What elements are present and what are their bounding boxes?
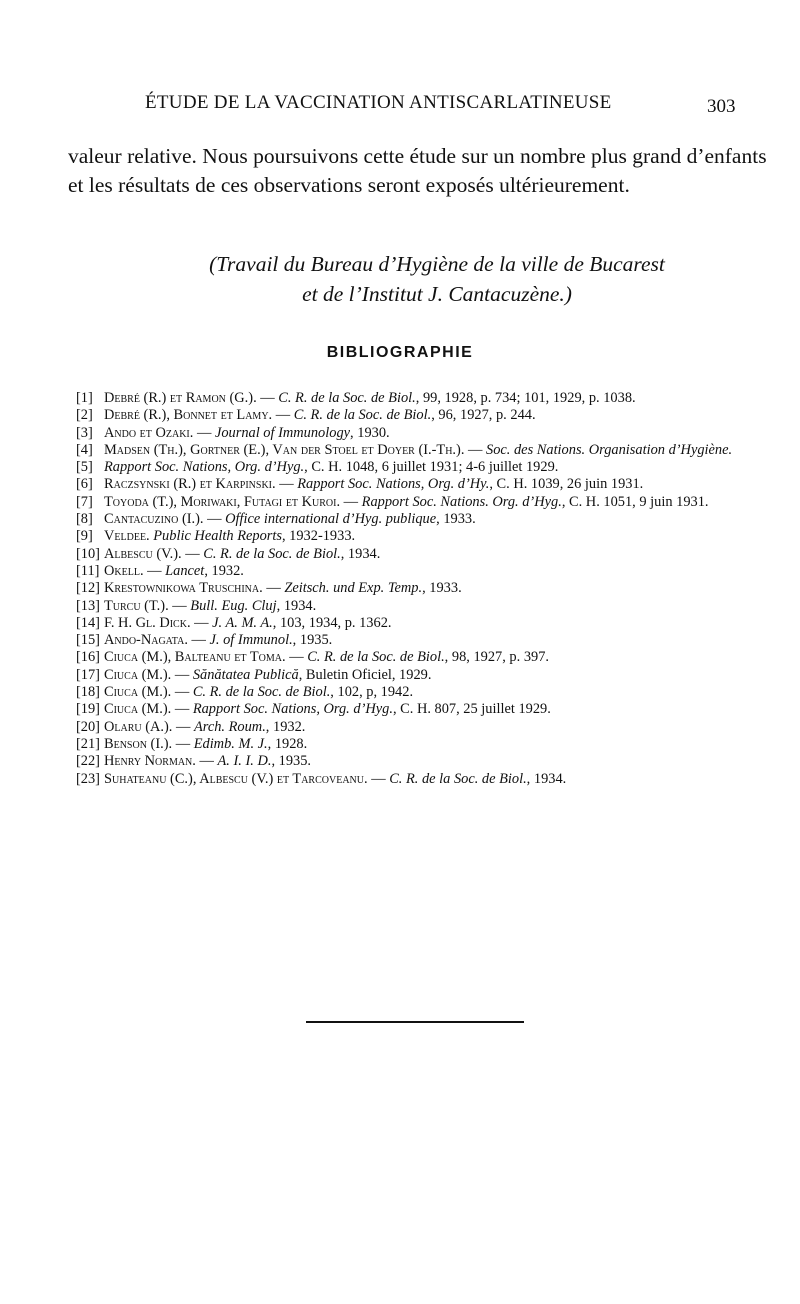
reference-authors: Raczsynski (R.) et Karpinski. [104, 476, 276, 493]
bibliography-entry [76, 615, 776, 632]
reference-separator: — [187, 632, 210, 649]
bibliography-entry [76, 442, 776, 459]
reference-separator: — [272, 407, 294, 424]
reference-details: , 99, 1928, p. 734; 101, 1929, p. 1038. [415, 390, 636, 406]
reference-number: [20] [76, 718, 100, 735]
bibliography-entry [76, 598, 776, 615]
page-header [145, 92, 745, 122]
reference-source: C. R. de la Soc. de Biol. [307, 649, 445, 666]
reference-number: [17] [76, 666, 100, 683]
running-title: ÉTUDE DE LA VACCINATION ANTISCARLATINEUSE [145, 92, 612, 113]
reference-source: C. R. de la Soc. de Biol. [293, 407, 432, 424]
reference-authors: Debré (R.), Bonnet et Lamy. [104, 407, 273, 424]
reference-details: , 1934. [276, 597, 317, 614]
bibliography-entry [76, 511, 776, 528]
bibliography-entry [76, 649, 776, 666]
reference-details: , 96, 1927, p. 244. [431, 407, 536, 424]
reference-authors: Debré (R.) et Ramon (G.). [104, 390, 257, 406]
reference-details: , 1933. [436, 511, 476, 528]
reference-details: , 1932-1933. [281, 528, 356, 545]
reference-source: Journal of Immunology [214, 424, 351, 441]
bibliography-title: BIBLIOGRAPHIE [326, 344, 474, 361]
reference-separator: — [181, 545, 204, 562]
reference-separator: — [168, 597, 191, 614]
reference-number: [14] [76, 614, 100, 631]
reference-separator: — [143, 562, 166, 579]
reference-details: , C. H. 1039, 26 juin 1931. [489, 476, 644, 493]
reference-number: [5] [76, 459, 93, 476]
reference-details: , C. H. 1048, 6 juillet 1931; 4-6 juillet 1929. [304, 459, 559, 476]
reference-authors: Toyoda (T.), Moriwaki, Futagi et Kuroi. [104, 493, 341, 510]
reference-details: , Buletin Oficiel, 1929. [298, 666, 432, 683]
credit-line-1: (Travail du Bureau d’Hygiène de la ville de Bucarest [209, 252, 665, 276]
reference-number: [11] [76, 562, 100, 579]
reference-details: , 1930. [350, 424, 390, 441]
reference-number: [18] [76, 684, 100, 701]
reference-authors: Cantacuzino (I.). [104, 511, 204, 528]
reference-details: , C. H. 1051, 9 juin 1931. [561, 493, 709, 510]
reference-number: [19] [76, 701, 100, 718]
reference-separator: — [171, 701, 193, 718]
reference-authors: F. H. Gl. Dick. [104, 614, 191, 631]
bibliography-entry [76, 753, 776, 770]
reference-authors: Veldee. [104, 528, 150, 545]
reference-separator: — [171, 684, 193, 701]
reference-authors: Ando et Ozaki. [104, 424, 194, 441]
page-number: 303 [707, 96, 736, 117]
bibliography-entry [76, 546, 776, 563]
reference-separator: — [195, 753, 218, 770]
reference-source: Soc. des Nations. Organisation d’Hygiène. [486, 441, 733, 458]
reference-number: [23] [76, 770, 100, 787]
reference-number: [12] [76, 580, 100, 597]
reference-details: , 1933. [422, 580, 462, 597]
bibliography-entry [76, 390, 776, 407]
reference-source: Rapport Soc. Nations, Org. d’Hyg. [104, 459, 305, 476]
institution-credit [68, 249, 768, 309]
reference-source: C. R. de la Soc. de Biol. [192, 684, 331, 701]
reference-source: Bull. Eug. Cluj [190, 597, 277, 614]
reference-separator: — [464, 441, 487, 458]
reference-authors: Albescu (V.). [104, 545, 182, 562]
reference-source: C. R. de la Soc. de Biol. [389, 770, 527, 787]
bibliography-entry [76, 580, 776, 597]
reference-details: , 98, 1927, p. 397. [444, 649, 550, 666]
reference-source: Zeitsch. und Exp. Temp. [284, 580, 423, 597]
bibliography-entry [76, 407, 776, 424]
reference-source: Arch. Roum. [193, 718, 266, 735]
bibliography-entry [76, 632, 776, 649]
reference-details: , 1932. [265, 718, 306, 735]
reference-details: , 103, 1934, p. 1362. [272, 614, 392, 631]
reference-separator: — [203, 511, 226, 528]
bibliography-entry [76, 771, 776, 788]
bibliography-entry [76, 667, 776, 684]
reference-number: [4] [76, 441, 93, 458]
reference-number: [2] [76, 407, 93, 424]
reference-authors: Turcu (T.). [104, 597, 169, 614]
reference-separator: — [367, 770, 390, 787]
reference-details: , 1934. [340, 545, 381, 562]
reference-details: , 102, p, 1942. [330, 684, 414, 701]
reference-source: Rapport Soc. Nations, Org. d’Hy. [297, 476, 490, 493]
reference-number: [21] [76, 735, 100, 752]
bibliography-entry [76, 701, 776, 718]
reference-number: [15] [76, 632, 100, 649]
bibliography-entry [76, 494, 776, 511]
bibliography-entry [76, 528, 776, 545]
reference-number: [1] [76, 390, 93, 406]
bibliography-list [76, 390, 776, 788]
reference-authors: Henry Norman. [104, 753, 196, 770]
reference-separator: — [340, 493, 362, 510]
reference-authors: Benson (I.). [104, 735, 173, 752]
reference-source: C. R. de la Soc. de Biol. [203, 545, 341, 562]
reference-number: [7] [76, 493, 93, 510]
credit-line-2: et de l’Institut J. Cantacuzène.) [302, 282, 572, 306]
reference-number: [16] [76, 649, 100, 666]
reference-separator: — [275, 476, 298, 493]
reference-number: [6] [76, 476, 93, 493]
reference-authors: Ciuca (M.). [104, 684, 172, 701]
reference-source: A. I. I. D. [217, 753, 272, 770]
reference-number: [13] [76, 597, 100, 614]
reference-details: , 1934. [526, 770, 567, 787]
reference-separator: — [193, 424, 215, 441]
bibliography-entry [76, 459, 776, 476]
reference-authors: Okell. [104, 562, 144, 579]
bibliography-entry [76, 736, 776, 753]
reference-separator: — [172, 718, 194, 735]
bibliography-entry [76, 719, 776, 736]
reference-separator: — [172, 735, 194, 752]
bibliography-entry [76, 563, 776, 580]
reference-separator: — [171, 666, 193, 683]
reference-authors: Ciuca (M.), Balteanu et Toma. [104, 649, 286, 666]
end-rule [306, 1021, 524, 1023]
bibliography-entry [76, 476, 776, 493]
reference-source: C. R. de la Soc. de Biol. [278, 390, 416, 406]
reference-details: , 1935. [271, 753, 312, 770]
reference-separator: — [190, 614, 213, 631]
body-paragraph: valeur relative. Nous poursuivons cette étude sur un nombre plus grand d’enfants et les résultats de ces observations seront exposés ultérieurement. [68, 144, 767, 197]
reference-source: J. of Immunol. [209, 632, 293, 649]
reference-number: [22] [76, 753, 100, 770]
reference-source: Lancet [165, 562, 205, 579]
reference-source: Rapport Soc. Nations. Org. d’Hyg. [361, 493, 562, 510]
reference-source: Edimb. M. J. [193, 735, 268, 752]
reference-source: Sănătatea Publică [192, 666, 299, 683]
reference-authors: Krestownikowa Truschina. [104, 580, 263, 597]
reference-details: , 1935. [292, 632, 333, 649]
reference-details: , 1928. [267, 735, 308, 752]
reference-number: [10] [76, 545, 100, 562]
bibliography-entry [76, 425, 776, 442]
reference-source: Public Health Reports [153, 528, 282, 545]
reference-number: [8] [76, 511, 93, 528]
reference-authors: Suhateanu (C.), Albescu (V.) et Tarcoveanu. [104, 770, 368, 787]
reference-authors: Ando-Nagata. [104, 632, 188, 649]
reference-authors: Madsen (Th.), Gortner (E.), Van der Stoel et Doyer (I.-Th.). [104, 441, 465, 458]
reference-separator: — [262, 580, 285, 597]
reference-source: Rapport Soc. Nations, Org. d’Hyg. [192, 701, 393, 718]
reference-source: Office international d’Hyg. publique [225, 511, 437, 528]
bibliography-entry [76, 684, 776, 701]
reference-separator: — [256, 390, 279, 406]
reference-authors: Ciuca (M.). [104, 701, 172, 718]
reference-number: [3] [76, 424, 93, 441]
reference-number: [9] [76, 528, 93, 545]
reference-authors: Olaru (A.). [104, 718, 173, 735]
reference-authors: Ciuca (M.). [104, 666, 172, 683]
reference-details: , 1932. [204, 562, 244, 579]
reference-separator: — [285, 649, 308, 666]
reference-source: J. A. M. A. [212, 614, 273, 631]
reference-details: , C. H. 807, 25 juillet 1929. [392, 701, 551, 718]
